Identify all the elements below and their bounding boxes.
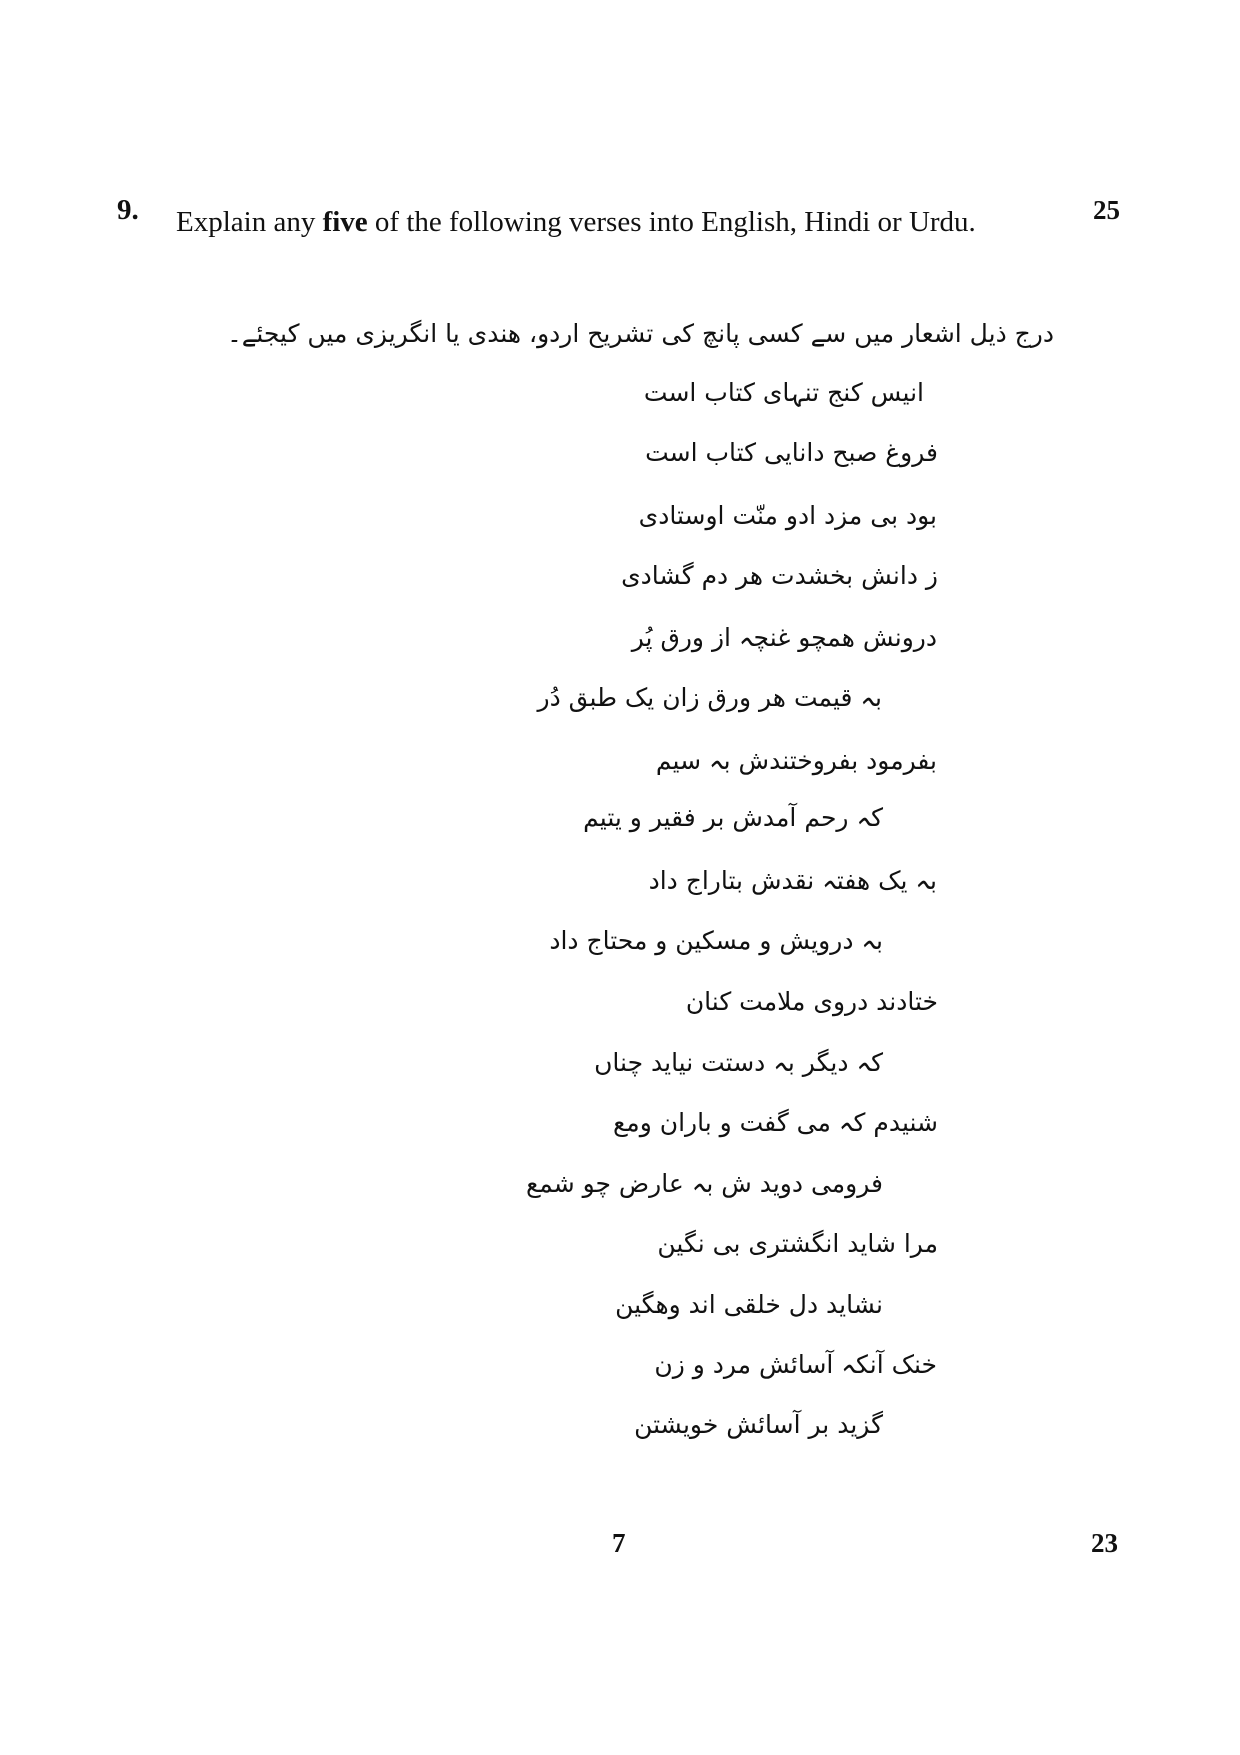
- verse-line: فرومی دوید ش بہ عارض چو شمع: [525, 1169, 883, 1198]
- verse-line: ختادند دروی ملامت کنان: [685, 987, 938, 1016]
- question-text-emphasis: five: [322, 206, 368, 238]
- urdu-instruction: درج ذیل اشعار میں سے کسی پانچ کی تشریح اردو، ھندی یا انگریزی میں کیجئے۔: [227, 319, 1054, 348]
- verse-line: گزید بر آسائش خویشتن: [634, 1410, 883, 1439]
- verse-line: ز دانش بخشدت ھر دم گشادی: [621, 561, 938, 590]
- verse-line: بہ یک ھفتہ نقدش بتاراج داد: [648, 866, 937, 895]
- verse-line: مرا شاید انگشتری بی نگین: [657, 1229, 938, 1258]
- verse-line: بہ درویش و مسکین و محتاج داد: [549, 926, 883, 955]
- verse-line: درونش ھمچو غنچہ از ورق پُر: [631, 623, 937, 652]
- question-text-start: Explain any: [176, 206, 323, 238]
- verse-line: کہ رحم آمدش بر فقیر و یتیم: [583, 803, 883, 832]
- verse-line: بفرمود بفروختندش بہ سیم: [655, 746, 937, 775]
- question-text: [176, 192, 1036, 253]
- verse-line: بہ قیمت ھر ورق زان یک طبق دُر: [537, 683, 882, 712]
- verse-line: نشاید دل خلقی اند وھگین: [615, 1290, 883, 1319]
- question-text-end: of the following verses into English, Hindi or Urdu.: [367, 206, 976, 238]
- verse-line: خنک آنکہ آسائش مرد و زن: [654, 1350, 937, 1379]
- verse-line: فروغ صبح دانایی کتاب است: [645, 438, 938, 467]
- question-number: 9.: [117, 194, 139, 226]
- verse-line: انیس کنج تنہای کتاب است: [643, 378, 924, 407]
- page-code: 23: [1091, 1528, 1118, 1558]
- verse-line: شنیدم کہ می گفت و باران ومع: [613, 1108, 938, 1137]
- verse-line: کہ دیگر بہ دستت نیاید چناں: [594, 1048, 883, 1077]
- verse-line: بود بی مزد ادو منّت اوستادی: [638, 501, 937, 530]
- question-marks: 25: [1093, 195, 1120, 225]
- page-number: 7: [612, 1528, 626, 1558]
